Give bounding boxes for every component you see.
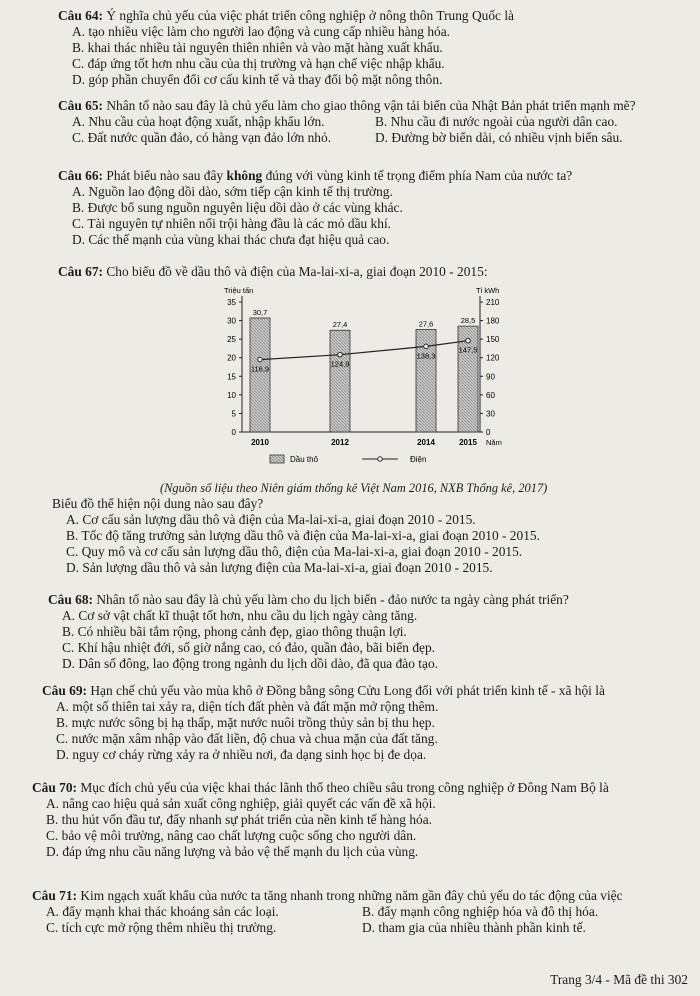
question-66-text-post: đúng với vùng kinh tế trọng điểm phía Nam của nước ta? — [265, 168, 573, 183]
oil-electricity-chart — [212, 282, 512, 477]
question-66-number: Câu 66: — [58, 168, 104, 183]
question-65-option-d[interactable]: D. Đường bờ biển dài, có nhiều vịnh biển sâu. — [375, 130, 623, 146]
electricity-point-label: 116,9 — [250, 364, 270, 374]
question-65-option-b[interactable]: B. Nhu cầu đi nước ngoài của người dân cao. — [375, 114, 618, 130]
question-64-number: Câu 64: — [58, 8, 104, 23]
question-66-option-b[interactable]: B. Được bổ sung nguồn nguyên liệu dồi dào ở các vùng khác. — [72, 200, 403, 216]
question-68-stem — [48, 592, 678, 608]
question-67-question: Biểu đồ thể hiện nội dung nào sau đây? — [52, 496, 264, 511]
question-70-text: Mục đích chủ yếu của việc khai thác lãnh thổ theo chiều sâu trong công nghiệp ở Đông Nam Bộ là — [80, 780, 609, 795]
question-70-stem — [32, 780, 678, 796]
electricity-line — [260, 341, 468, 360]
question-68-number: Câu 68: — [48, 592, 94, 607]
crude-oil-bar-label: 28,5 — [460, 316, 476, 326]
question-68-option-c[interactable]: C. Khí hậu nhiệt đới, số giờ nắng cao, có đảo, quần đảo, bãi biển đẹp. — [62, 640, 436, 656]
left-tick-label: 20 — [227, 353, 236, 363]
question-71-row-1 — [32, 904, 678, 920]
question-68-text: Nhân tố nào sau đây là chủ yếu làm cho du lịch biển - đảo nước ta ngày càng phát triển? — [96, 592, 569, 607]
question-71-number: Câu 71: — [32, 888, 78, 903]
question-68-option-d[interactable]: D. Dân số đông, lao động trong ngành du lịch dồi dào, đã qua đào tạo. — [62, 656, 438, 672]
legend-crude-oil-label: Dầu thô — [290, 455, 319, 464]
question-71-option-b[interactable]: B. đẩy mạnh công nghiệp hóa và đô thị hóa. — [362, 904, 599, 920]
question-64-option-c[interactable]: C. đáp ứng tốt hơn nhu cầu của thị trường và hạn chế việc nhập khẩu. — [72, 56, 445, 72]
question-68 — [48, 592, 678, 672]
question-67-option-a[interactable]: A. Cơ cấu sản lượng dầu thô và điện của Ma-lai-xi-a, giai đoạn 2010 - 2015. — [66, 512, 476, 528]
electricity-point — [466, 338, 470, 342]
right-tick-label: 120 — [486, 353, 500, 363]
question-67-option-b[interactable]: B. Tốc độ tăng trưởng sản lượng dầu thô và điện của Ma-lai-xi-a, giai đoạn 2010 - 2015. — [66, 528, 540, 544]
question-66 — [58, 168, 678, 248]
question-65-stem — [58, 98, 678, 114]
question-69-option-b[interactable]: B. mực nước sông bị hạ thấp, mặt nước nuôi trồng thủy sản bị thu hẹp. — [56, 715, 435, 731]
left-tick-label: 25 — [227, 335, 236, 345]
question-71-option-c[interactable]: C. tích cực mở rộng thêm nhiều thị trường. — [46, 920, 277, 936]
question-65-option-c[interactable]: C. Đất nước quần đảo, có hàng vạn đảo lớn nhỏ. — [72, 130, 332, 146]
question-64-option-a[interactable]: A. tạo nhiều việc làm cho người lao động và cung cấp nhiều hàng hóa. — [72, 24, 451, 40]
right-axis-title: Tỉ kWh — [476, 286, 500, 295]
question-64-stem — [58, 8, 678, 24]
question-71-text: Kim ngạch xuất khẩu của nước ta tăng nhanh trong những năm gần đây chủ yếu do tác động của việc — [80, 888, 623, 903]
right-tick-label: 30 — [486, 409, 495, 419]
x-tick-label: 2010 — [251, 438, 269, 447]
question-67-text: Cho biểu đồ về dầu thô và điện của Ma-lai-xi-a, giai đoạn 2010 - 2015: — [106, 264, 488, 279]
question-69 — [42, 683, 678, 763]
page-footer: Trang 3/4 - Mã đề thi 302 — [550, 972, 688, 987]
x-tick-label: 2015 — [459, 438, 477, 447]
question-66-stem — [58, 168, 678, 184]
question-64 — [58, 8, 678, 88]
right-tick-label: 150 — [486, 335, 500, 345]
question-69-text: Hạn chế chủ yếu vào mùa khô ở Đồng bằng sông Cửu Long đối với phát triển kinh tế - xã hội là — [90, 683, 605, 698]
question-64-option-d[interactable]: D. góp phần chuyển đổi cơ cấu kinh tế và thay đổi bộ mặt nông thôn. — [72, 72, 443, 88]
question-66-option-c[interactable]: C. Tài nguyên tự nhiên nổi trội hàng đầu là các mỏ dầu khí. — [72, 216, 392, 232]
right-tick-label: 210 — [486, 298, 500, 307]
question-71-option-d[interactable]: D. tham gia của nhiều thành phần kinh tế. — [362, 920, 586, 936]
crude-oil-bar-label: 27,6 — [418, 319, 434, 329]
question-67-option-c[interactable]: C. Quy mô và cơ cấu sản lượng dầu thô, điện của Ma-lai-xi-a, giai đoạn 2010 - 2015. — [66, 544, 523, 560]
question-67-stem — [58, 264, 678, 280]
left-tick-label: 5 — [231, 409, 236, 419]
question-67-body — [52, 496, 678, 576]
question-70-option-a[interactable]: A. nâng cao hiệu quả sản xuất công nghiệp, giải quyết các vấn đề xã hội. — [46, 796, 436, 812]
question-69-stem — [42, 683, 678, 699]
right-tick-label: 180 — [486, 316, 500, 326]
question-69-number: Câu 69: — [42, 683, 88, 698]
question-65-text: Nhân tố nào sau đây là chủ yếu làm cho giao thông vận tải biển của Nhật Bản phát triển mạnh mẽ? — [106, 98, 636, 113]
left-tick-label: 35 — [227, 298, 236, 307]
left-tick-label: 0 — [231, 428, 236, 437]
left-axis-title: Triệu tấn — [224, 286, 254, 295]
question-71-option-a[interactable]: A. đẩy mạnh khai thác khoáng sản các loại. — [46, 904, 279, 920]
x-tick-label: 2012 — [331, 438, 349, 447]
question-71 — [32, 888, 678, 936]
crude-oil-bar — [330, 330, 350, 432]
chart-source: (Nguồn số liệu theo Niên giám thống kê Việt Nam 2016, NXB Thống kê, 2017) — [160, 481, 548, 495]
question-67-number: Câu 67: — [58, 264, 104, 279]
legend-electricity-marker — [378, 457, 382, 461]
right-tick-label: 60 — [486, 390, 495, 400]
question-64-option-b[interactable]: B. khai thác nhiều tài nguyên thiên nhiên và vào mặt hàng xuất khẩu. — [72, 40, 443, 56]
electricity-point — [258, 357, 262, 361]
legend-crude-oil-swatch — [270, 455, 284, 463]
question-64-text: Ý nghĩa chủ yếu của việc phát triển công nghiệp ở nông thôn Trung Quốc là — [106, 8, 514, 23]
left-tick-label: 15 — [227, 372, 236, 382]
question-66-text-bold: không — [226, 168, 263, 183]
question-68-option-a[interactable]: A. Cơ sở vật chất kĩ thuật tốt hơn, nhu cầu du lịch ngày càng tăng. — [62, 608, 418, 624]
question-70-option-d[interactable]: D. đáp ứng nhu cầu năng lượng và bảo vệ thế mạnh du lịch của vùng. — [46, 844, 419, 860]
question-65-number: Câu 65: — [58, 98, 104, 113]
question-65 — [58, 98, 678, 146]
question-70-option-b[interactable]: B. thu hút vốn đầu tư, đẩy nhanh sự phát triển của nền kinh tế hàng hóa. — [46, 812, 433, 828]
x-tick-label: 2014 — [417, 438, 435, 447]
question-66-option-a[interactable]: A. Nguồn lao động dồi dào, sớm tiếp cận kinh tế thị trường. — [72, 184, 393, 200]
electricity-point — [338, 352, 342, 356]
question-69-option-c[interactable]: C. nước mặn xâm nhập vào đất liền, độ chua và chua mặn của đất tăng. — [56, 731, 438, 747]
crude-oil-bar-label: 27,4 — [332, 320, 348, 330]
left-tick-label: 30 — [227, 316, 236, 326]
crude-oil-bar-label: 30,7 — [252, 307, 268, 317]
electricity-point — [424, 344, 428, 348]
question-70-number: Câu 70: — [32, 780, 78, 795]
question-67 — [58, 264, 678, 280]
right-tick-label: 0 — [486, 428, 491, 437]
electricity-point-label: 124,9 — [330, 359, 350, 369]
question-65-option-a[interactable]: A. Nhu cầu của hoạt động xuất, nhập khẩu lớn. — [72, 114, 325, 130]
question-68-option-b[interactable]: B. Có nhiều bãi tắm rộng, phong cảnh đẹp, giao thông thuận lợi. — [62, 624, 407, 640]
question-65-row-1 — [58, 114, 678, 130]
question-66-option-d[interactable]: D. Các thế mạnh của vùng khai thác chưa đạt hiệu quả cao. — [72, 232, 390, 248]
crude-oil-bar — [250, 318, 270, 432]
question-67-option-d[interactable]: D. Sản lượng dầu thô và sản lượng điện của Ma-lai-xi-a, giai đoạn 2010 - 2015. — [66, 560, 493, 576]
question-69-option-a[interactable]: A. một số thiên tai xảy ra, diện tích đất phèn và đất mặn mở rộng thêm. — [56, 699, 439, 715]
question-69-option-d[interactable]: D. nguy cơ cháy rừng xảy ra ở nhiều nơi, đa dạng sinh học bị đe dọa. — [56, 747, 427, 763]
electricity-point-label: 147,5 — [458, 345, 478, 355]
electricity-point-label: 138,3 — [416, 351, 436, 361]
right-tick-label: 90 — [486, 372, 495, 382]
left-tick-label: 10 — [227, 390, 236, 400]
question-71-stem — [32, 888, 678, 904]
question-70-option-c[interactable]: C. bảo vệ môi trường, nâng cao chất lượng cuộc sống cho người dân. — [46, 828, 417, 844]
x-axis-title: Năm — [486, 438, 502, 447]
legend-electricity-label: Điện — [410, 455, 427, 464]
question-65-row-2 — [58, 130, 678, 146]
question-66-text-pre: Phát biểu nào sau đây — [106, 168, 224, 183]
question-70 — [32, 780, 678, 860]
question-71-row-2 — [32, 920, 678, 936]
